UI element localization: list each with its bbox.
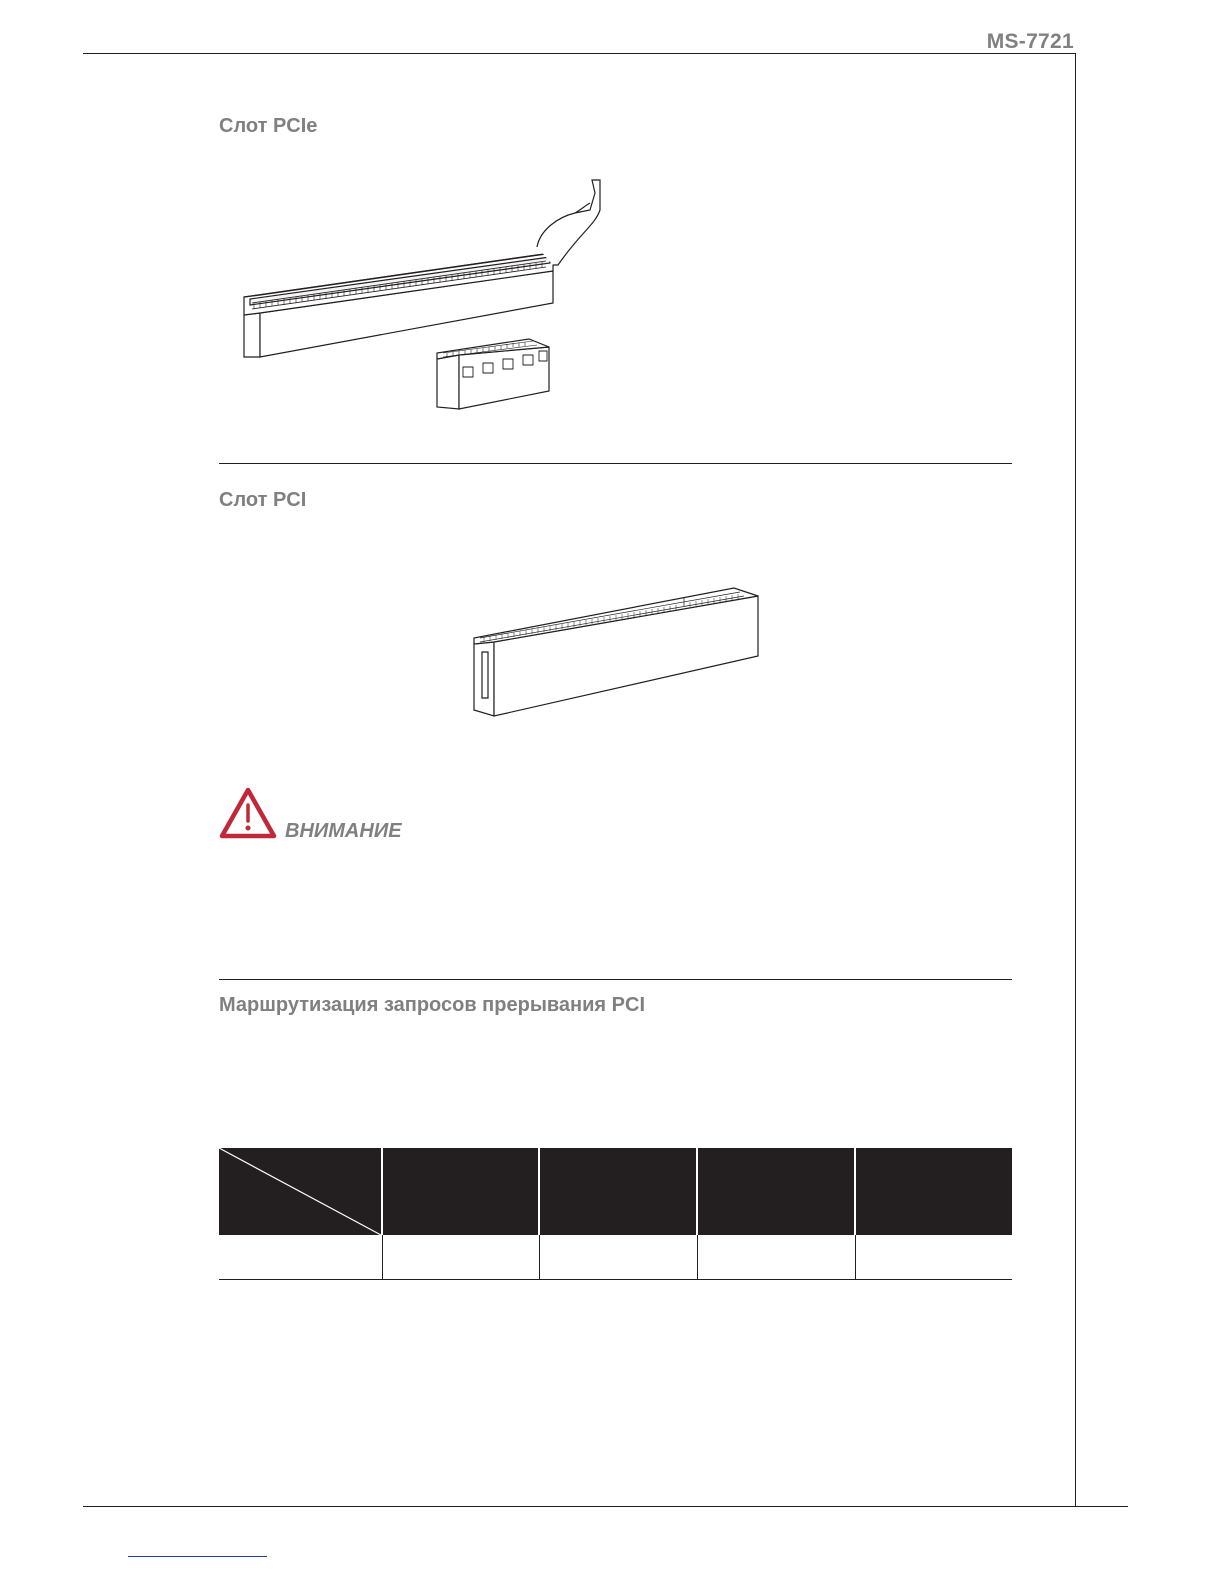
footer-rule xyxy=(83,1506,1128,1507)
table-header-cell xyxy=(855,1148,1012,1235)
pcie-x1-slot-illustration xyxy=(433,333,553,411)
table-header-cell xyxy=(539,1148,697,1235)
warning-label: ВНИМАНИЕ xyxy=(285,820,402,842)
table-row xyxy=(219,1235,1012,1280)
right-margin-rule xyxy=(1075,53,1076,1507)
pci-slot-illustration xyxy=(470,576,762,718)
irq-routing-section-title: Маршрутизация запросов прерывания PCI xyxy=(219,994,645,1016)
irq-routing-table xyxy=(219,1148,1012,1280)
diagonal-divider xyxy=(219,1148,381,1235)
pcie-x16-slot-illustration xyxy=(240,175,610,360)
table-header-cell xyxy=(697,1148,855,1235)
table-cell xyxy=(539,1235,697,1280)
section-divider xyxy=(219,463,1012,464)
warning-triangle-icon xyxy=(219,787,277,839)
pci-section-title: Слот PCI xyxy=(219,489,307,511)
section-divider xyxy=(219,979,1012,980)
pcie-section-title: Слот PCIe xyxy=(219,115,318,137)
model-number: MS-7721 xyxy=(986,30,1074,53)
table-header-cell xyxy=(382,1148,539,1235)
table-corner-cell xyxy=(219,1148,382,1235)
footer-link-underline[interactable] xyxy=(128,1556,267,1557)
table-header-row xyxy=(219,1148,1012,1235)
table-cell xyxy=(382,1235,539,1280)
table-cell xyxy=(219,1235,382,1280)
table-cell xyxy=(855,1235,1012,1280)
table-cell xyxy=(697,1235,855,1280)
header-rule xyxy=(83,53,1076,54)
